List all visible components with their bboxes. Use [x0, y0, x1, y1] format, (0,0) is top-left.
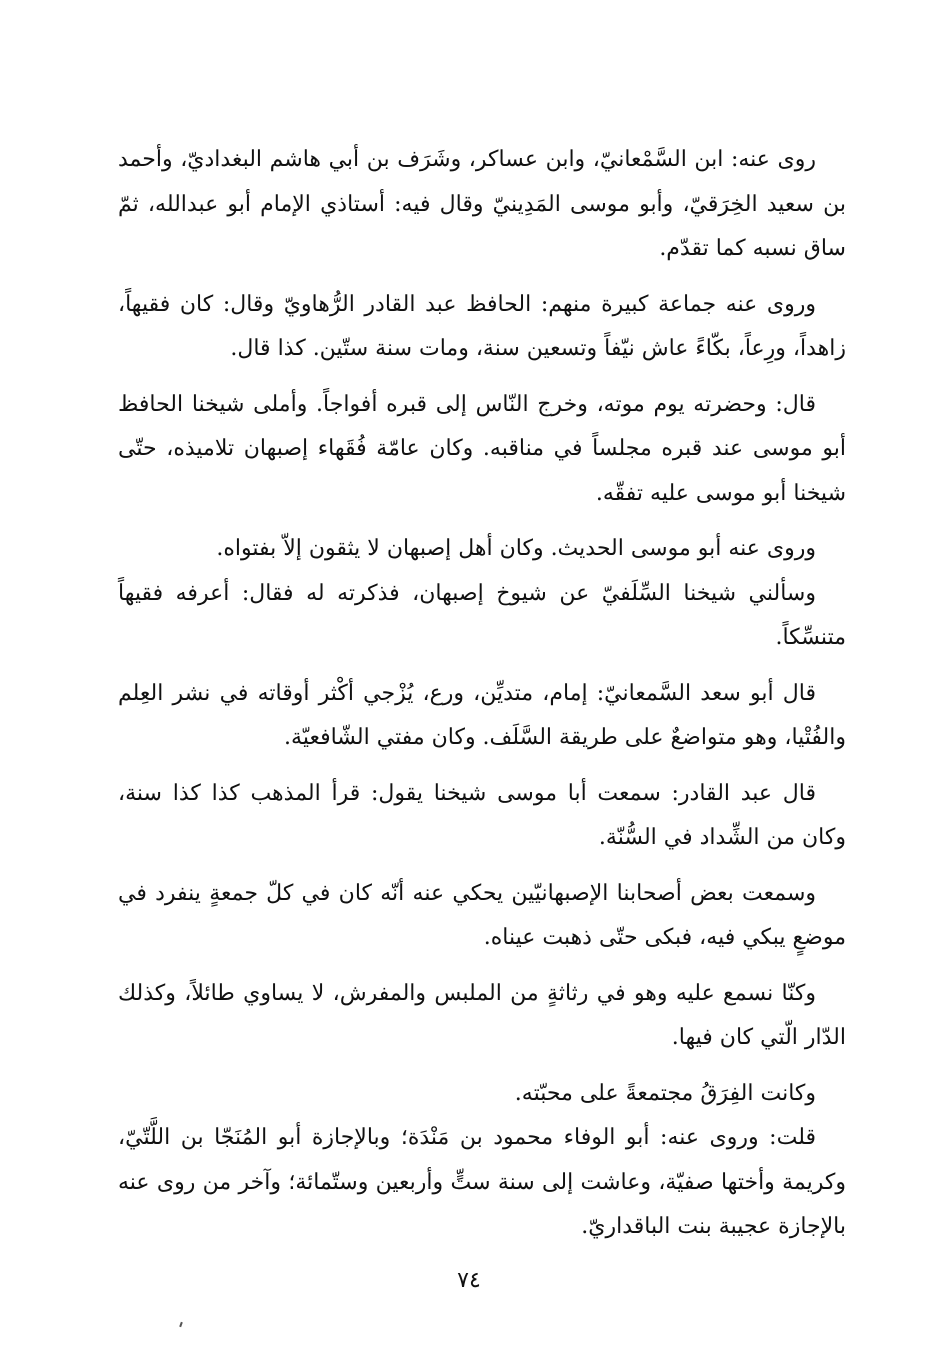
paragraph-fatwa: وروى عنه أبو موسى الحديث. وكان أهل إصبهان لا يثقون إلاّ بفتواه. [216, 536, 816, 561]
page-number: ٧٤ [457, 1268, 481, 1293]
paragraph-narrators: روى عنه: ابن السَّمْعانيّ، وابن عساكر، وشَرَف بن أبي هاشم البغداديّ، وأحمد بن سعيد الخِرَقيّ، وأبو موسى المَدِينيّ وقال فيه: أستاذي الإمام أبو عبدالله، ثمّ ساق نسبه كما تقدّم. [118, 147, 846, 261]
paragraph-funeral: قال: وحضرته يوم موته، وخرج النّاس إلى قبره أفواجاً. وأملى شيخنا الحافظ أبو موسى عند قبره مجلساً في مناقبه. وكان عامّة فُقَهاء إصبهان تلاميذه، حتّى شيخنا أبو موسى عليه تفقّه. [118, 391, 846, 506]
body-text [118, 138, 846, 1261]
paragraph-love: وكانت الفِرَقُ مجتمعةً على محبّته. [514, 1080, 816, 1106]
paragraph-weeping: وسمعت بعض أصحابنا الإصبهانيّين يحكي عنه أنّه كان في كلّ جمعةٍ ينفرد في موضعٍ يبكي فيه، فبكى حتّى ذهبت عيناه. [118, 880, 846, 950]
paragraph-clothing: وكنّا نسمع عليه وهو في رثاثةٍ من الملبس والمفرش، لا يساوي طائلاً، وكذلك الدّار الّتي كان فيها. [118, 980, 846, 1050]
paragraph-ijaza: قلت: وروى عنه: أبو الوفاء محمود بن مَنْدَة؛ وبالإجازة أبو المُنَجّا بن اللَّتّيّ، وكريمة وأختها صفيّة، وعاشت إلى سنة ستٍّ وأربعين وستّمائة؛ وآخر من روى عنه بالإجازة عجيبة بنت الباقداريّ. [118, 1125, 846, 1239]
paragraph-ruhawi: وروى عنه جماعة كبيرة منهم: الحافظ عبد القادر الرُّهاويّ وقال: كان فقيهاً، زاهداً، ورِعاً، بكّاءً عاش نيّفاً وتسعين سنة، ومات سنة ستّين. كذا قال. [118, 291, 846, 361]
paragraph-abd-alqadir: قال عبد القادر: سمعت أبا موسى شيخنا يقول: قرأ المذهب كذا كذا سنة، وكان من الشِّداد في السُّنّة. [118, 780, 846, 850]
paragraph-silafi: وسألني شيخنا السِّلَفيّ عن شيوخ إصبهان، فذكرته له فقال: أعرفه فقيهاً متنسِّكاً. [118, 580, 846, 650]
paragraph-samani: قال أبو سعد السَّمعانيّ: إمام، متديِّن، ورع، يُزْجي أكْثر أوقاته في نشر العِلم والفُتْيا، وهو متواضعٌ على طريقة السَّلَف. وكان مفتي الشّافعيّة. [118, 680, 846, 750]
scan-speck [179, 1322, 183, 1327]
